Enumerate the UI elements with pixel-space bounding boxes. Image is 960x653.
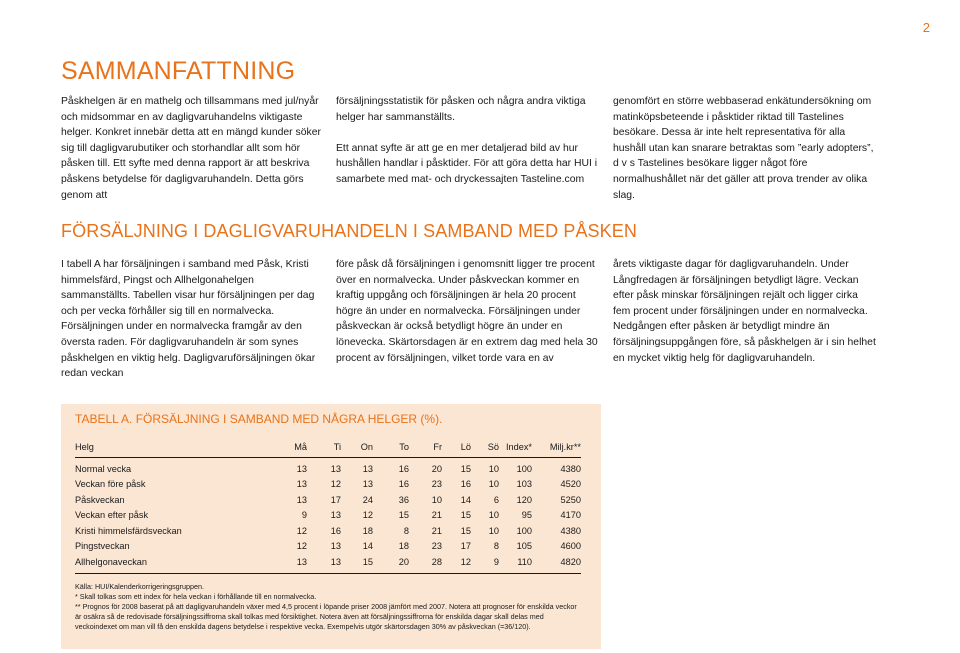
table-header-row xyxy=(75,440,581,458)
value-cell: 10 xyxy=(488,479,499,490)
value-cell: 13 xyxy=(330,541,341,552)
value-cell: 13 xyxy=(307,554,341,573)
value-cell: 4520 xyxy=(560,479,581,490)
value-cell: 8 xyxy=(403,525,409,536)
value-cell: 18 xyxy=(398,541,409,552)
summary-paragraph: försäljningsstatistik för påsken och några andra viktiga helger har sammanställts. xyxy=(336,96,586,123)
value-cell: 13 xyxy=(296,479,307,490)
value-cell: 14 xyxy=(460,494,471,505)
value-cell: 4170 xyxy=(560,510,581,521)
row-label-cell: Veckan efter påsk xyxy=(75,510,149,521)
section-column-3 xyxy=(613,257,877,366)
header-cell: Index* xyxy=(499,440,532,458)
source-note: Källa: HUI/Kalenderkorrigeringsgruppen. xyxy=(75,582,205,591)
footnote-2: ** Prognos för 2008 baserat på att dagligvaruhandeln växer med 4,5 procent i löpande priser 2008 jämfört med 2007. Notera att prognoser för enskilda veckor är osäkra så de redovisade försäljningssiffrorna skall tolkas med försiktighet. Notera även att försäljningssiffrorna för enskilda dagar skall delas med veckoindexet om man vill få den enskilda dagens betydelse i respektive vecka. Exempelvis utgör skärtorsdagen 30% av påskveckan (=36/120). xyxy=(75,601,577,631)
footnote-1: * Skall tolkas som ett index för hela veckan i förhållande till en normalvecka. xyxy=(75,591,317,601)
value-cell: 15 xyxy=(398,510,409,521)
value-cell: 4380 xyxy=(560,463,581,474)
header-cell: On xyxy=(341,440,373,458)
row-label-cell: Normal vecka xyxy=(75,463,132,474)
value-cell: 16 xyxy=(460,479,471,490)
header-cell: Sö xyxy=(471,440,499,458)
header-cell: Fr xyxy=(409,440,442,458)
value-cell: 36 xyxy=(398,494,409,505)
value-cell: 13 xyxy=(296,494,307,505)
value-cell: 4600 xyxy=(560,541,581,552)
table-notes xyxy=(75,582,585,632)
value-cell: 15 xyxy=(460,510,471,521)
value-cell: 16 xyxy=(398,479,409,490)
section-column-2 xyxy=(336,257,600,366)
value-cell: 12 xyxy=(442,554,471,573)
header-cell: Lö xyxy=(442,440,471,458)
value-cell: 100 xyxy=(516,525,532,536)
summary-column-1 xyxy=(61,94,323,203)
header-cell: Må xyxy=(283,440,307,458)
value-cell: 9 xyxy=(301,510,307,521)
value-cell: 13 xyxy=(296,463,307,474)
value-cell: 4820 xyxy=(532,554,581,573)
row-label-cell: Allhelgonaveckan xyxy=(75,554,283,573)
summary-paragraph: Ett annat syfte är att ge en mer detaljerad bild av hur hushållen handlar i påsktider. För att göra detta har HUI i samarbete med mat- och dryckessajten Tasteline.com xyxy=(336,142,598,185)
value-cell: 12 xyxy=(362,510,373,521)
value-cell: 20 xyxy=(431,463,442,474)
section-paragraph: före påsk då försäljningen i genomsnitt ligger tre procent över en normalvecka. Under påskveckan kommer en kraftig uppgång och försäljningen är hela 20 procent högre än under en normalvecka. Försäljningen under påskveckan är också betydligt högre än under en lönevecka. Skärtorsdagen är en extrem dag med hela 30 procent av försäljningen, vilket torde vara en av xyxy=(336,259,598,364)
header-cell: Helg xyxy=(75,440,283,458)
row-label-cell: Veckan före påsk xyxy=(75,479,146,490)
table-row xyxy=(75,554,581,573)
table-a-box xyxy=(61,404,601,649)
value-cell: 15 xyxy=(460,463,471,474)
summary-heading: SAMMANFATTNING xyxy=(61,57,296,85)
value-cell: 18 xyxy=(362,525,373,536)
value-cell: 10 xyxy=(488,525,499,536)
summary-column-3 xyxy=(613,94,877,203)
value-cell: 8 xyxy=(493,541,499,552)
value-cell: 100 xyxy=(516,463,532,474)
table-row xyxy=(75,458,581,477)
header-cell: To xyxy=(373,440,409,458)
section-column-1 xyxy=(61,257,323,382)
value-cell: 13 xyxy=(330,510,341,521)
header-cell: Milj.kr** xyxy=(532,440,581,458)
value-cell: 105 xyxy=(516,541,532,552)
table-row xyxy=(75,477,581,493)
value-cell: 21 xyxy=(431,510,442,521)
value-cell: 20 xyxy=(373,554,409,573)
summary-paragraph: Påskhelgen är en mathelg och tillsammans med jul/nyår och midsommar en av dagligvaruhandelns viktigaste helger. Konkret innebär detta att en mängd kunder söker sig till dagligvarubutiker och storhandlar allt som hör påsken till. Ett syfte med denna rapport är att beskriva påskens betydelse för dagligvaruhandeln. Detta görs genom att xyxy=(61,96,321,201)
row-label-cell: Kristi himmelsfärdsveckan xyxy=(75,525,182,536)
value-cell: 103 xyxy=(516,479,532,490)
section-heading: FÖRSÄLJNING I DAGLIGVARUHANDELN I SAMBAND MED PÅSKEN xyxy=(61,221,637,241)
value-cell: 13 xyxy=(283,554,307,573)
section-paragraph: årets viktigaste dagar för dagligvaruhandeln. Under Långfredagen är försäljningen betydligt lägre. Veckan efter påsk minskar försäljningen rejält och ligger cirka fem procent under försäljningen under en normalvecka. Nedgången efter påsken är betydligt mindre än försäljningsuppgången före, så påskhelgen är i sin helhet en mycket viktig helg för dagligvaruhandeln. xyxy=(613,259,876,364)
value-cell: 15 xyxy=(341,554,373,573)
value-cell: 12 xyxy=(330,479,341,490)
value-cell: 10 xyxy=(431,494,442,505)
value-cell: 12 xyxy=(296,525,307,536)
table-row xyxy=(75,508,581,524)
table-title: TABELL A. FÖRSÄLJNING I SAMBAND MED NÅGRA HELGER (%). xyxy=(75,412,443,426)
header-cell: Ti xyxy=(307,440,341,458)
value-cell: 10 xyxy=(488,463,499,474)
value-cell: 4380 xyxy=(560,525,581,536)
value-cell: 120 xyxy=(516,494,532,505)
value-cell: 95 xyxy=(521,510,532,521)
value-cell: 5250 xyxy=(560,494,581,505)
section-paragraph: I tabell A har försäljningen i samband med Påsk, Kristi himmelsfärd, Pingst och Allhelgonahelgen sammanställts. Tabellen visar hur försäljningen per dag och per vecka förhåller sig till en normalvecka. Försäljningen under en normalvecka framgår av den översta raden. För dagligvaruhandeln är som synes påskhelgen en viktig helg. Dagligvaruförsäljningen ökar redan veckan xyxy=(61,259,316,380)
value-cell: 23 xyxy=(431,479,442,490)
value-cell: 23 xyxy=(431,541,442,552)
row-label-cell: Pingstveckan xyxy=(75,541,130,552)
value-cell: 12 xyxy=(296,541,307,552)
table-row xyxy=(75,523,581,539)
value-cell: 16 xyxy=(330,525,341,536)
sales-table xyxy=(75,440,581,574)
value-cell: 9 xyxy=(471,554,499,573)
summary-column-2 xyxy=(336,94,600,188)
value-cell: 16 xyxy=(398,463,409,474)
page-number: 2 xyxy=(922,20,930,35)
table-row xyxy=(75,539,581,555)
value-cell: 17 xyxy=(460,541,471,552)
summary-paragraph: genomfört en större webbaserad enkätundersökning om matinköpsbeteende i påsktider riktad till Tastelines besökare. Dessa är inte helt representativa för alla hushåll utan kan snarare betraktas som ”early adopters”, d v s Tastelines besökare ligger något före normalhushållet när det gäller att prova trender av olika slag. xyxy=(613,96,874,201)
value-cell: 13 xyxy=(362,463,373,474)
value-cell: 14 xyxy=(362,541,373,552)
table-row xyxy=(75,492,581,508)
value-cell: 15 xyxy=(460,525,471,536)
value-cell: 17 xyxy=(330,494,341,505)
value-cell: 21 xyxy=(431,525,442,536)
value-cell: 10 xyxy=(488,510,499,521)
value-cell: 13 xyxy=(362,479,373,490)
value-cell: 6 xyxy=(493,494,499,505)
row-label-cell: Påskveckan xyxy=(75,494,125,505)
value-cell: 13 xyxy=(330,463,341,474)
value-cell: 110 xyxy=(499,554,532,573)
value-cell: 28 xyxy=(409,554,442,573)
value-cell: 24 xyxy=(362,494,373,505)
